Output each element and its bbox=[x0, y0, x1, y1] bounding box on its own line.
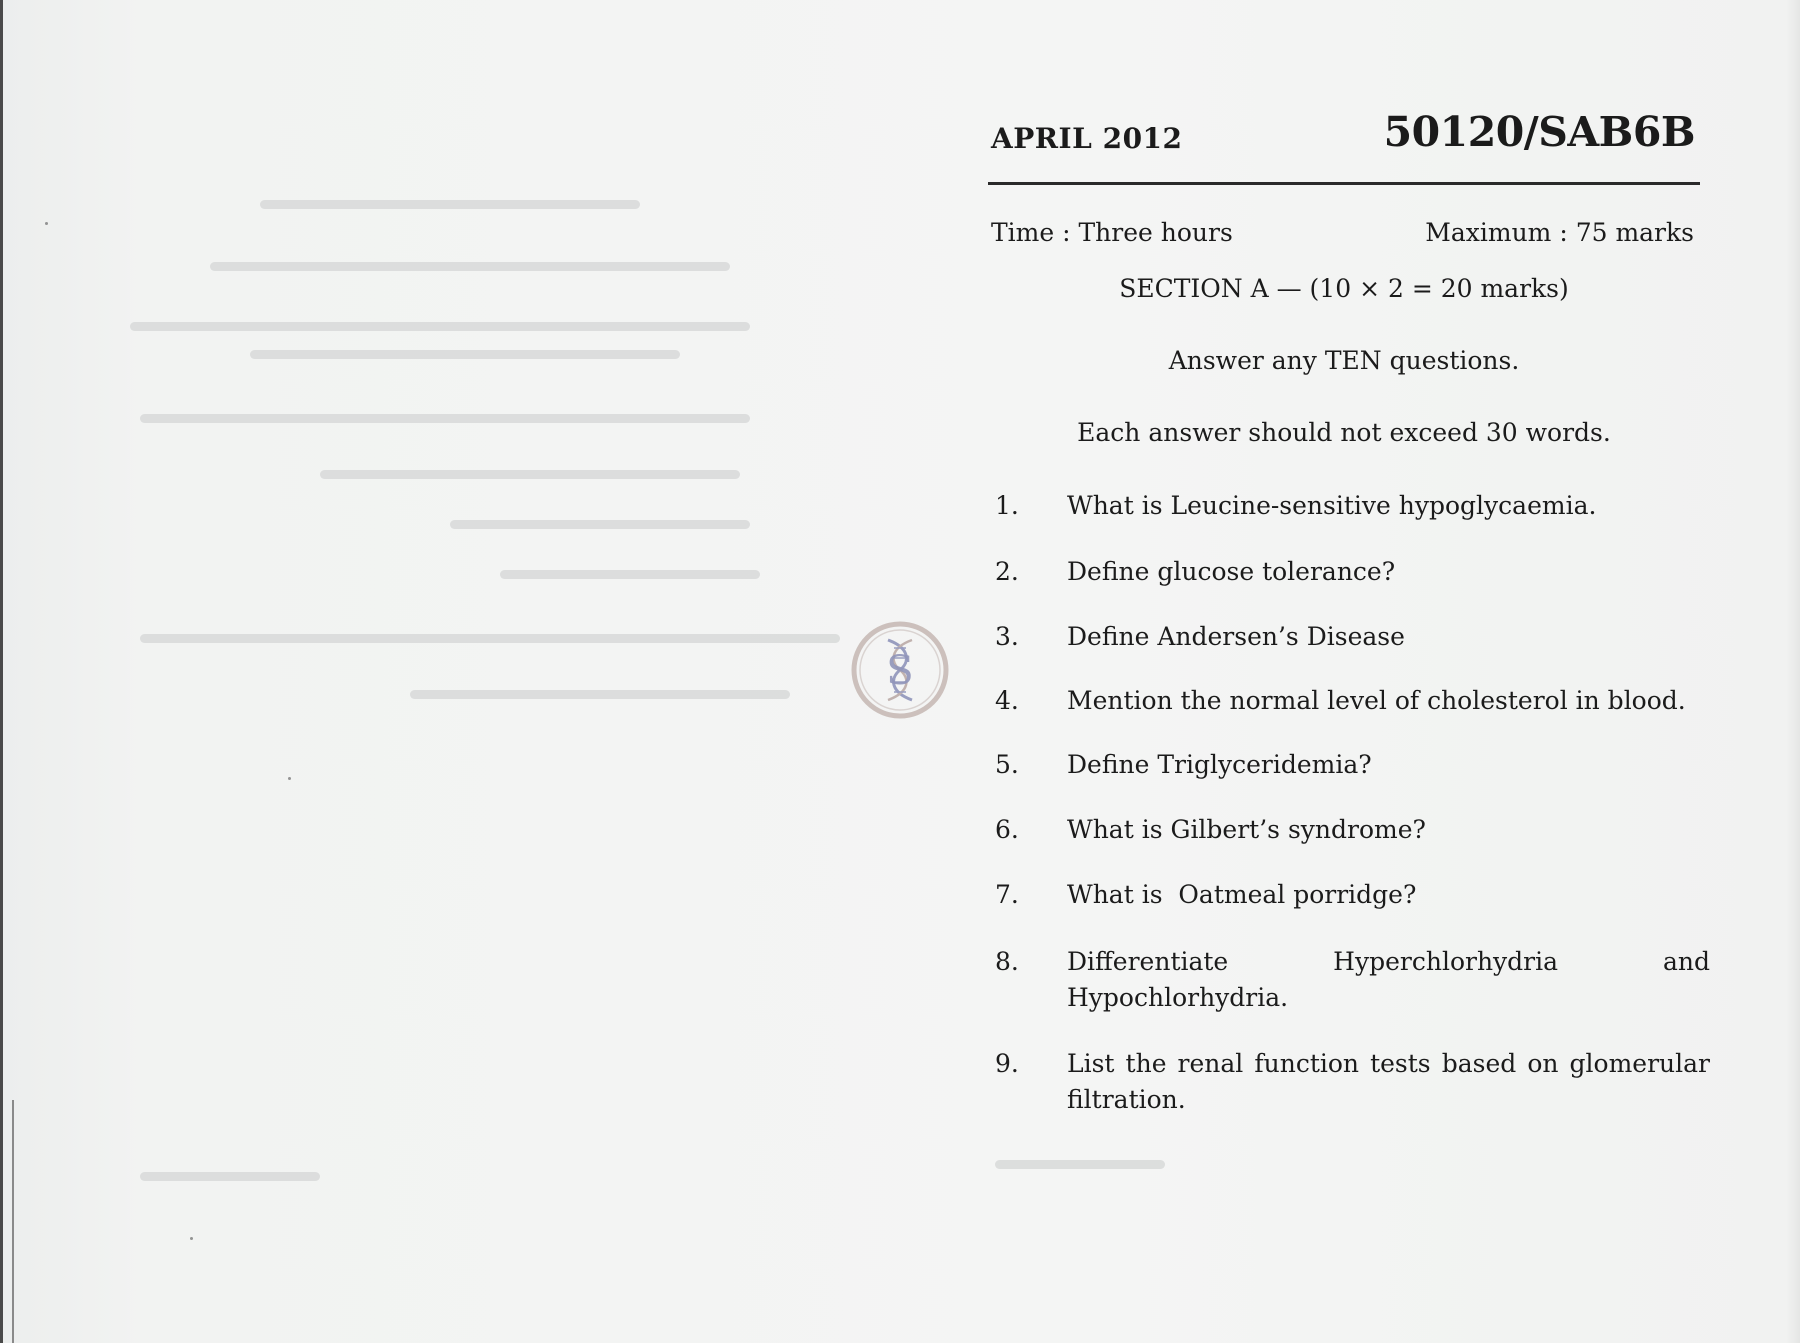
question-8-word-1: Differentiate bbox=[1067, 947, 1229, 976]
question-number: 4. bbox=[995, 686, 1019, 715]
question-text bbox=[1067, 944, 1710, 1016]
paper-code: 50120/SAB6B bbox=[1383, 108, 1695, 156]
question-number: 9. bbox=[995, 1049, 1019, 1078]
question-number: 3. bbox=[995, 622, 1019, 651]
question-number: 8. bbox=[995, 947, 1019, 976]
dna-s-watermark-icon bbox=[848, 618, 952, 722]
bleed-through-line bbox=[140, 414, 750, 423]
time-allowed: Time : Three hours bbox=[991, 218, 1233, 247]
bleed-through-line bbox=[250, 350, 680, 359]
question-text: Define glucose tolerance? bbox=[1067, 557, 1396, 586]
question-number: 7. bbox=[995, 880, 1019, 909]
question-8-line-1 bbox=[1067, 944, 1710, 980]
instruction-word-limit: Each answer should not exceed 30 words. bbox=[1077, 418, 1611, 447]
bleed-through-line bbox=[450, 520, 750, 529]
question-8-word-3: and bbox=[1662, 947, 1710, 976]
question-text: What is Gilbert’s syndrome? bbox=[1067, 815, 1426, 844]
question-text: Mention the normal level of cholesterol in blood. bbox=[1067, 686, 1686, 715]
bleed-through-line bbox=[320, 470, 740, 479]
scan-speck bbox=[288, 777, 291, 780]
question-number: 5. bbox=[995, 750, 1019, 779]
bleed-through-line bbox=[140, 1172, 320, 1181]
question-text: What is Oatmeal porridge? bbox=[1067, 880, 1417, 909]
bleed-through-line bbox=[140, 634, 840, 643]
maximum-marks: Maximum : 75 marks bbox=[1425, 218, 1694, 247]
header-rule bbox=[988, 182, 1700, 185]
scan-left-edge-shadow bbox=[12, 1100, 14, 1343]
scan-speck bbox=[45, 222, 48, 225]
exam-date: APRIL 2012 bbox=[991, 122, 1183, 155]
question-item bbox=[995, 683, 1710, 719]
question-text: What is Leucine-sensitive hypoglycaemia. bbox=[1067, 491, 1597, 520]
question-number: 6. bbox=[995, 815, 1019, 844]
bleed-through-line bbox=[995, 1160, 1165, 1169]
question-item bbox=[995, 554, 1710, 590]
bleed-through-line bbox=[260, 200, 640, 209]
question-item bbox=[995, 619, 1710, 655]
question-text: Define Andersen’s Disease bbox=[1067, 622, 1405, 651]
question-8-word-2: Hyperchlorhydria bbox=[1333, 947, 1559, 976]
bleed-through-line bbox=[130, 322, 750, 331]
scan-left-edge bbox=[0, 0, 3, 1343]
question-item bbox=[995, 812, 1710, 848]
question-item bbox=[995, 747, 1710, 783]
question-number: 2. bbox=[995, 557, 1019, 586]
question-item bbox=[995, 1046, 1710, 1118]
bleed-through-line bbox=[500, 570, 760, 579]
question-text: List the renal function tests based on glomerular filtration. bbox=[1067, 1049, 1710, 1114]
question-item bbox=[995, 488, 1710, 524]
question-item bbox=[995, 944, 1710, 1016]
bleed-through-line bbox=[210, 262, 730, 271]
instruction-answer-any: Answer any TEN questions. bbox=[1168, 346, 1520, 375]
scan-speck bbox=[190, 1237, 193, 1240]
question-number: 1. bbox=[995, 491, 1019, 520]
logo-letter: S bbox=[886, 648, 914, 694]
question-text: Define Triglyceridemia? bbox=[1067, 750, 1372, 779]
question-item bbox=[995, 877, 1710, 913]
section-title: SECTION A — (10 × 2 = 20 marks) bbox=[1119, 274, 1569, 303]
scan-right-shade bbox=[1786, 0, 1800, 1343]
question-8-line-2: Hypochlorhydria. bbox=[1067, 983, 1289, 1012]
bleed-through-line bbox=[410, 690, 790, 699]
